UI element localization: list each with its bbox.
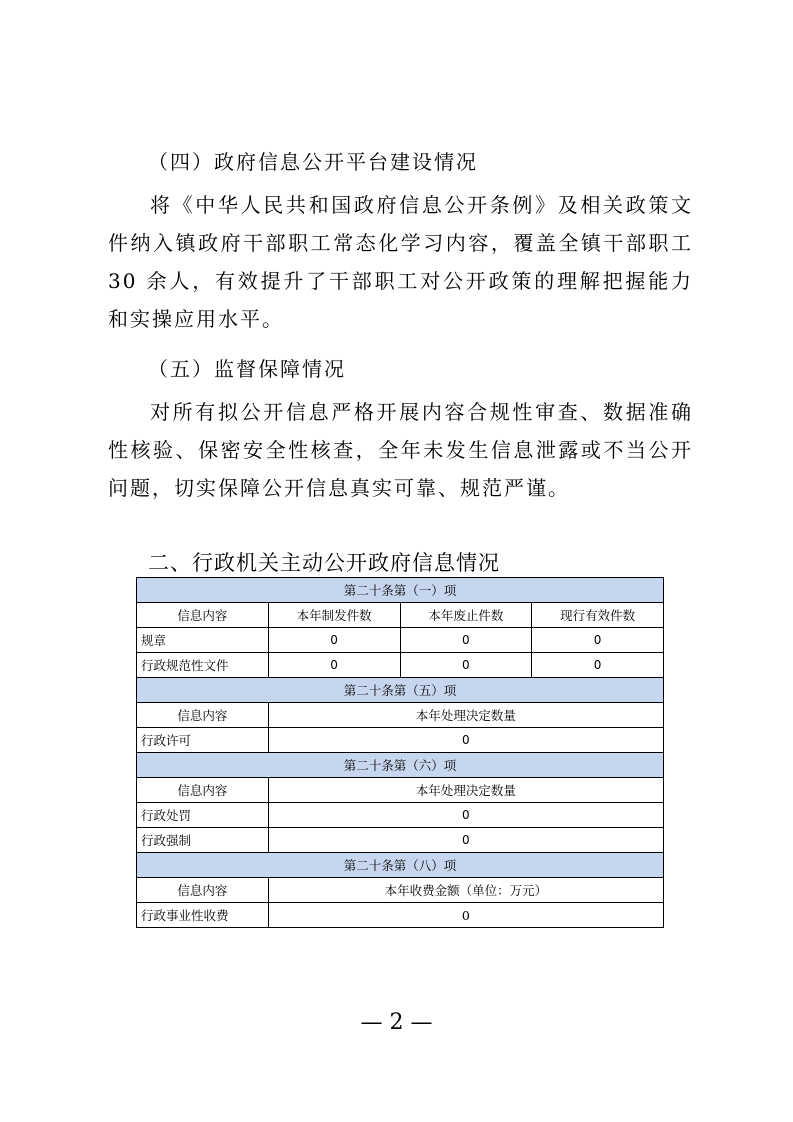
row-value: 0 [268,728,663,753]
table-row [137,803,664,828]
table-band-row [137,578,664,603]
header-cell: 现行有效件数 [532,603,664,628]
header-cell: 本年收费金额（单位：万元） [268,878,663,903]
band-art20-8: 第二十条第（八）项 [137,853,664,878]
row-label: 行政规范性文件 [137,653,269,678]
header-cell: 本年制发件数 [268,603,400,628]
table-row [137,903,664,928]
table-row [137,828,664,853]
page-number: — 2 — [360,1010,433,1035]
row-label: 行政事业性收费 [137,903,269,928]
table-header-row [137,703,664,728]
row-value: 0 [268,903,663,928]
header-cell: 信息内容 [137,778,269,803]
table-band-row [137,678,664,703]
disclosure-table [136,577,664,928]
section-title: 二、行政机关主动公开政府信息情况 [148,551,500,575]
table-row [137,728,664,753]
header-cell: 信息内容 [137,878,269,903]
row-label: 行政强制 [137,828,269,853]
header-cell: 本年处理决定数量 [268,778,663,803]
header-cell: 本年废止件数 [400,603,532,628]
row-value: 0 [268,828,663,853]
row-label: 行政许可 [137,728,269,753]
table-band-row [137,853,664,878]
row-label: 规章 [137,628,269,653]
band-art20-6: 第二十条第（六）项 [137,753,664,778]
section4-heading: （四）政府信息公开平台建设情况 [148,150,478,174]
header-cell: 本年处理决定数量 [268,703,663,728]
section5-heading: （五）监督保障情况 [148,357,346,381]
section4-body: 将《中华人民共和国政府信息公开条例》及相关政策文件纳入镇政府干部职工常态化学习内容，覆盖全镇干部职工 30 余人，有效提升了干部职工对公开政策的理解把握能力和实操应用水平。 [108,193,693,331]
issued-value: 0 [268,628,400,653]
abolished-value: 0 [400,628,532,653]
table-header-row [137,603,664,628]
row-value: 0 [268,803,663,828]
issued-value: 0 [268,653,400,678]
band-art20-5: 第二十条第（五）项 [137,678,664,703]
table-header-row [137,778,664,803]
row-label: 行政处罚 [137,803,269,828]
header-cell: 信息内容 [137,603,269,628]
header-cell: 信息内容 [137,703,269,728]
abolished-value: 0 [400,653,532,678]
table-row [137,653,664,678]
band-art20-1: 第二十条第（一）项 [137,578,664,603]
valid-value: 0 [532,653,664,678]
table-band-row [137,753,664,778]
table-header-row [137,878,664,903]
section5-body: 对所有拟公开信息严格开展内容合规性审查、数据准确性核验、保密安全性核查，全年未发生信息泄露或不当公开问题，切实保障公开信息真实可靠、规范严谨。 [108,400,693,500]
valid-value: 0 [532,628,664,653]
table-row [137,628,664,653]
